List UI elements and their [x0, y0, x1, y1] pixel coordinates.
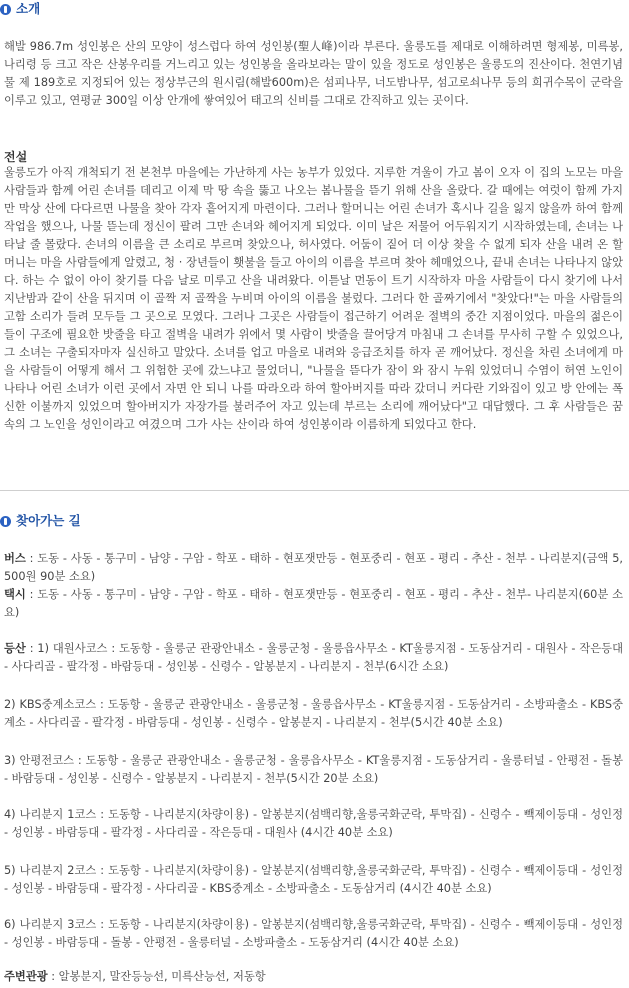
intro-text: 해발 986.7m 성인봉은 산의 모양이 성스럽다 하여 성인봉(聖人峰)이라 부른다. 울릉도를 제대로 이해하려면 형제봉, 미륵봉, 나리령 등 크고 작은 산봉우리를 거느리고 있는 성인봉을 올라보라는 말이 있을 정도로 성인봉은 울릉도의 진산이다. 천연기념물 제 189호로 지정되어 있는 정상부근의 원시림(해발600m)은 섬피나무, 너도밤나무, 섬고로쇠나무 등의 희귀수목이 군락을 이루고 있고, 연평균 300일 이상 안개에 쌓여있어 태고의 신비를 그대로 간직하고 있는 곳이다.	[4, 40, 623, 107]
section-divider	[0, 490, 629, 491]
nearby-text: : 알봉분지, 말잔등능선, 미륵산능선, 저동항	[47, 970, 266, 983]
intro-heading	[0, 0, 40, 18]
taxi-route: : 도동 - 사동 - 통구미 - 남양 - 구암 - 학포 - 태하 - 현포잿만등 - 현포중리 - 현포 - 평리 - 추산 - 천부- 나리분지(60분 소요)	[4, 588, 623, 619]
taxi-info	[4, 586, 623, 622]
legend-heading: 전설	[4, 150, 28, 164]
nearby-label: 주변관광	[4, 970, 48, 983]
directions-heading	[0, 512, 81, 530]
hiking-course-2: 2) KBS중계소코스 : 도동항 - 울릉군 관광안내소 - 울릉군청 - 울릉읍사무소 - KT울릉지점 - 도동삼거리 - 소방파출소 - KBS중계소 - 사다리골 - 팔각정 - 바람등대 - 성인봉 - 신령수 - 알봉분지 - 나리분지 - 천부(5시간 40분 소요)	[4, 698, 623, 729]
bus-label: 버스	[4, 552, 26, 565]
legend-text: 울릉도가 아직 개척되기 전 본천부 마을에는 가난하게 사는 농부가 있었다. 지루한 겨울이 가고 봄이 오자 이 집의 노모는 마을 사람들과 함께 어린 손녀를 데리고 이제 막 땅 속을 뚫고 나오는 봄나물을 뜯기 위해 산을 올랐다. 갈 때에는 여럿이 함께 가지만 막상 산에 다다르면 나물을 찾아 각자 흩어지게 마련이다. 그러나 할머니는 어린 손녀가 혹시나 길을 잃지 않을까 하여 함께 작업을 했으나, 나물 뜯는데 정신이 팔려 그만 손녀와 헤어지게 되었다. 이미 날은 저물어 어두워지기 시작하였는데, 손녀는 나타날 줄 몰랐다. 손녀의 이름을 큰 소리로 부르며 찾았으나, 허사였다. 어둠이 짙어 더 이상 찾을 수 없게 되자 산을 내려 온 할머니는 마을 사람들에게 알렸고, 청 · 장년들이 횃불을 들고 아이의 이름을 부르며 찾아 헤매었으나, 끝내 손녀는 나타나지 않았다. 하는 수 없이 아이 찾기를 다음 날로 미루고 산을 내려왔다. 이튿날 먼동이 트기 시작하자 마을 사람들이 다시 찾기에 나서 지난밤과 같이 산을 뒤지며 이 골짝 저 골짝을 누비며 아이의 이름을 불렀다. 그러다 한 골짜기에서 "찾았다!"는 마을 사람들의 고함 소리가 들려 모두들 그 곳으로 모였다. 그러나 그곳은 사람들이 접근하기 어려운 절벽의 중간 지점이었다. 마을의 젊은이들이 구조에 필요한 밧줄을 타고 절벽을 내려가 위에서 몇 사람이 밧줄을 끌어당겨 마침내 그 손녀를 무사히 구할 수 있었으나, 그 소녀는 구출되자마자 실신하고 말았다. 소녀를 업고 마을로 내려와 응급조치를 하자 곧 깨어났다. 정신을 차린 소녀에게 마을 사람들이 어떻게 해서 그 위험한 곳에 갔느냐고 물었더니, "나물을 뜯다가 잠이 와 잠시 누워 있었더니 수염이 허연 노인이 나타나 어린 소녀가 이런 곳에서 자면 안 되니 나를 따라오라 하여 할아버지를 따라 갔더니 커다란 기와집이 있고 방 안에는 폭신한 이불까지 있었으며 할아버지가 자장가를 불러주어 자고 있는데 부르는 소리에 깨어났다"고 대답했다. 그 후 사람들은 꿈 속의 그 노인을 성인이라고 여겼으며 그가 사는 산이라 하여 성인봉이라 이름하게 되었다고 한다.	[4, 166, 623, 431]
bullet-icon	[0, 516, 11, 527]
bus-info	[4, 550, 623, 586]
nearby-info	[4, 968, 623, 986]
hiking-course-5: 5) 나리분지 2코스 : 도동항 - 나리분지(차량이용) - 알봉분지(섬백리향,울릉국화군락, 투막집) - 신령수 - 빽제이등대 - 성인정 - 성인봉 - 바람등대 - 팔각정 - 사다리골 - KBS중계소 - 소방파출소 - 도동삼거리 (4시간 40분 소요)	[4, 864, 623, 895]
hiking-course-4: 4) 나리분지 1코스 : 도동항 - 나리분지(차량이용) - 알봉분지(섬백리향,울릉국화군락, 투막집) - 신령수 - 빽제이등대 - 성인정 - 성인봉 - 바람등대 - 팔각정 - 사다리골 - 작은등대 - 대원사 (4시간 40분 소요)	[4, 808, 623, 839]
bus-route: : 도동 - 사동 - 통구미 - 남양 - 구암 - 학포 - 태하 - 현포잿만등 - 현포중리 - 현포 - 평리 - 추산 - 천부 - 나리분지(금액 5,500원 90분 소요)	[4, 552, 623, 583]
hiking-course-1	[4, 640, 623, 676]
hiking-course-text: : 1) 대원사코스 : 도동항 - 울릉군 관광안내소 - 울릉군청 - 울릉읍사무소 - KT울릉지점 - 도동삼거리 - 대원사 - 작은등대 - 사다리골 - 팔각정 - 바람등대 - 성인봉 - 신령수 - 알봉분지 - 나리분지 - 천부(6시간 소요)	[4, 642, 623, 673]
bullet-icon	[0, 4, 11, 15]
intro-heading-text: 소개	[16, 1, 41, 16]
directions-heading-text: 찾아가는 길	[16, 513, 81, 528]
hiking-course-3: 3) 안평전코스 : 도동항 - 울릉군 관광안내소 - 울릉군청 - 울릉읍사무소 - KT울릉지점 - 도동삼거리 - 울릉터널 - 안평전 - 돌봉 - 바람등대 - 성인봉 - 신령수 - 알봉분지 - 나리분지 - 천부(5시간 20분 소요)	[4, 754, 623, 785]
hiking-course-6: 6) 나리분지 3코스 : 도동항 - 나리분지(차량이용) - 알봉분지(섬백리향,울릉국화군락, 투막집) - 신령수 - 빽제이등대 - 성인정 - 성인봉 - 바람등대 - 돌봉 - 안평전 - 울릉터널 - 소방파출소 - 도동삼거리 (4시간 40분 소요)	[4, 918, 623, 949]
hiking-label: 등산	[4, 642, 26, 655]
taxi-label: 택시	[4, 588, 26, 601]
